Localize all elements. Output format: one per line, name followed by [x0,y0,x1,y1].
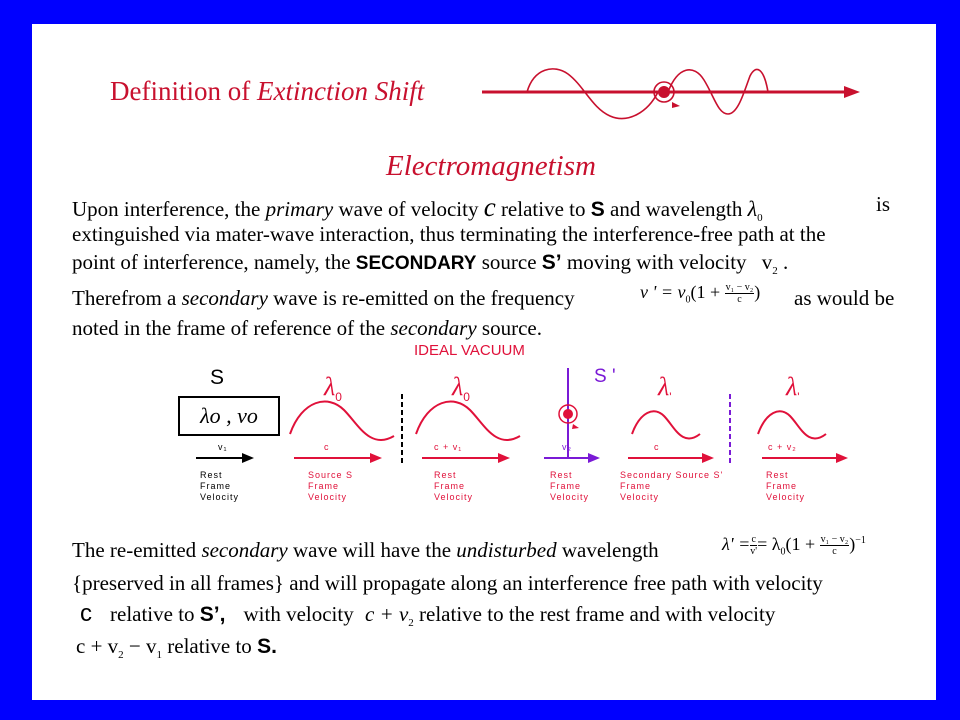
text: wave of velocity [333,197,484,221]
fraction-num: v₁ − v₂ [725,282,754,294]
caption-line: Frame [766,481,798,491]
formula-exponent: −1 [855,535,866,546]
velocity-label-4: v₂ [562,442,572,452]
formula-sub: 0 [780,546,786,558]
fraction-num: c [751,534,756,546]
symbol-v2-sub: 2 [772,265,778,278]
formula-part: (1 + [690,282,725,302]
formula-fraction [820,534,850,557]
title-wave-source-arrow [672,102,680,108]
arrow-3-head [498,453,510,463]
arrow-1-head [242,453,254,463]
title-emphasis: Extinction Shift [256,76,425,106]
text: Upon interference, the [72,197,266,221]
text: relative to [162,634,258,658]
fraction-den: c [832,546,837,558]
page-title [110,76,424,107]
caption-4 [550,470,589,503]
text: Therefrom a [72,286,182,310]
caption-line: Velocity [200,492,240,502]
formula-part: ) [849,534,856,554]
para3-line1 [72,538,659,563]
symbol-s-prime: S’, [199,603,226,626]
title-wave-left [527,69,658,119]
lambda-symbol: λ [658,372,670,401]
caption-line: Source S [308,470,354,480]
velocity-label-2: c [324,442,330,452]
caption-6 [766,470,805,503]
text: with velocity [243,602,359,626]
caption-5 [620,470,723,503]
text: relative to the rest frame and with velocity [413,602,776,626]
lambda-symbol: λ [452,372,464,401]
text-italic: undisturbed [456,538,557,562]
text: . [777,250,789,274]
caption-line: Rest [766,470,789,480]
caption-line: Velocity [434,492,474,502]
para1-line3 [72,250,788,277]
text: relative to [110,602,200,626]
caption-line: Velocity [766,492,806,502]
symbol-s-prime: S’ [541,251,562,274]
lambda-sub: ' [797,390,800,405]
source-s-prime-label: S ' [594,366,616,387]
arrow-5-head [702,453,714,463]
secondary-label: SECONDARY [355,253,477,274]
text: source [476,250,542,274]
text-italic: secondary [390,316,477,340]
lambda-sub: 0 [463,390,470,405]
symbol-c-plus-v2: c + v [364,602,409,626]
fraction-num: v₁ − v₂ [820,534,849,546]
caption-line: Rest [200,470,223,480]
formula-part: λ' = [722,534,751,554]
lambda-symbol: λ [786,372,798,401]
text: wavelength [556,538,659,562]
symbol-c: c [80,600,92,627]
source-s-label: S [210,366,225,389]
velocity-label-5: c [654,442,660,452]
text-italic: primary [265,197,334,221]
text-italic: secondary [201,538,288,562]
text: noted in the frame of reference of the [72,316,391,340]
para3-line4 [76,634,277,661]
caption-line: Velocity [620,492,660,502]
source-s-prime-dot [563,409,573,419]
formula-part: (1 + [785,534,820,554]
para3-line3 [72,600,775,629]
lambda-sub: 0 [335,390,342,405]
caption-line: Frame [620,481,652,491]
arrow-6-head [836,453,848,463]
formula-sub: 0 [685,294,691,306]
formula-part: c + v [76,634,119,658]
frequency-formula [640,282,760,306]
wave-1 [290,402,394,440]
para3-line2: {preserved in all frames} and will propagate along an interference free path with velocity [72,571,823,595]
fraction-den: v' [750,546,758,558]
text: moving with velocity [561,250,752,274]
caption-line: Frame [550,481,582,491]
velocity-label-6: c + v₂ [768,442,797,452]
formula-part: = λ [757,534,781,554]
title-wave-arrowhead [844,86,860,98]
caption-line: Frame [434,481,466,491]
velocity-label-3: c + v₁ [434,442,463,452]
formula-sub: 1 [156,649,163,662]
formula-fraction [725,282,755,305]
source-s-box: λo , νo [178,396,280,436]
caption-1 [200,470,239,503]
symbol-s: S. [257,635,277,658]
text: wave is re-emitted on the frequency [267,286,575,310]
wave-2 [416,402,520,440]
para2-line1 [72,286,575,311]
text: The re-emitted [72,538,202,562]
text: relative to [500,197,591,221]
arrow-2-head [370,453,382,463]
slide [32,24,936,700]
wave-3 [632,411,700,438]
caption-line: Rest [434,470,457,480]
velocity-label-1: v₁ [218,442,228,452]
symbol-c: c [483,192,496,222]
symbol-lambda-sub: 0 [757,212,763,225]
caption-line: Velocity [308,492,348,502]
para1-line1 [72,192,763,224]
caption-3 [434,470,473,503]
caption-line: Secondary Source S' [620,470,724,480]
lambda-symbol: λ [324,372,336,401]
caption-line: Velocity [550,492,590,502]
section-title: Electromagnetism [386,150,596,182]
formula-part: v ' = v [640,282,686,302]
wave-4 [758,411,826,438]
text: and wavelength [604,197,748,221]
arrow-4-head [588,453,600,463]
para2-line2 [72,316,542,341]
title-wave-graphic [472,62,872,126]
text-italic: secondary [181,286,268,310]
symbol-sub: 2 [408,617,414,630]
text: wave will have the [287,538,457,562]
para1-line1-end: is [876,192,891,216]
formula-part: − v [123,634,157,658]
symbol-lambda: λ [747,196,758,221]
ideal-vacuum-label: IDEAL VACUUM [414,342,525,359]
symbol-v2: v [761,250,773,274]
text: source. [476,316,542,340]
formula-sub: 2 [118,649,124,662]
title-prefix: Definition of [110,76,257,106]
text: point of interference, namely, the [72,250,356,274]
velocity-arrows [32,448,936,468]
caption-line: Rest [550,470,573,480]
formula-part: ) [754,282,761,302]
para2-line1-end: as would be [794,286,895,310]
caption-2 [308,470,353,503]
source-s-prime-arrow [572,424,579,429]
fraction-den: c [737,294,742,306]
wavelength-formula [722,534,866,558]
para1-line2: extinguished via mater-wave interaction, thus terminating the interference-free path at the [72,222,826,246]
lambda-sub: ' [669,390,672,405]
caption-line: Frame [308,481,340,491]
caption-line: Frame [200,481,232,491]
symbol-s: S [590,198,605,221]
